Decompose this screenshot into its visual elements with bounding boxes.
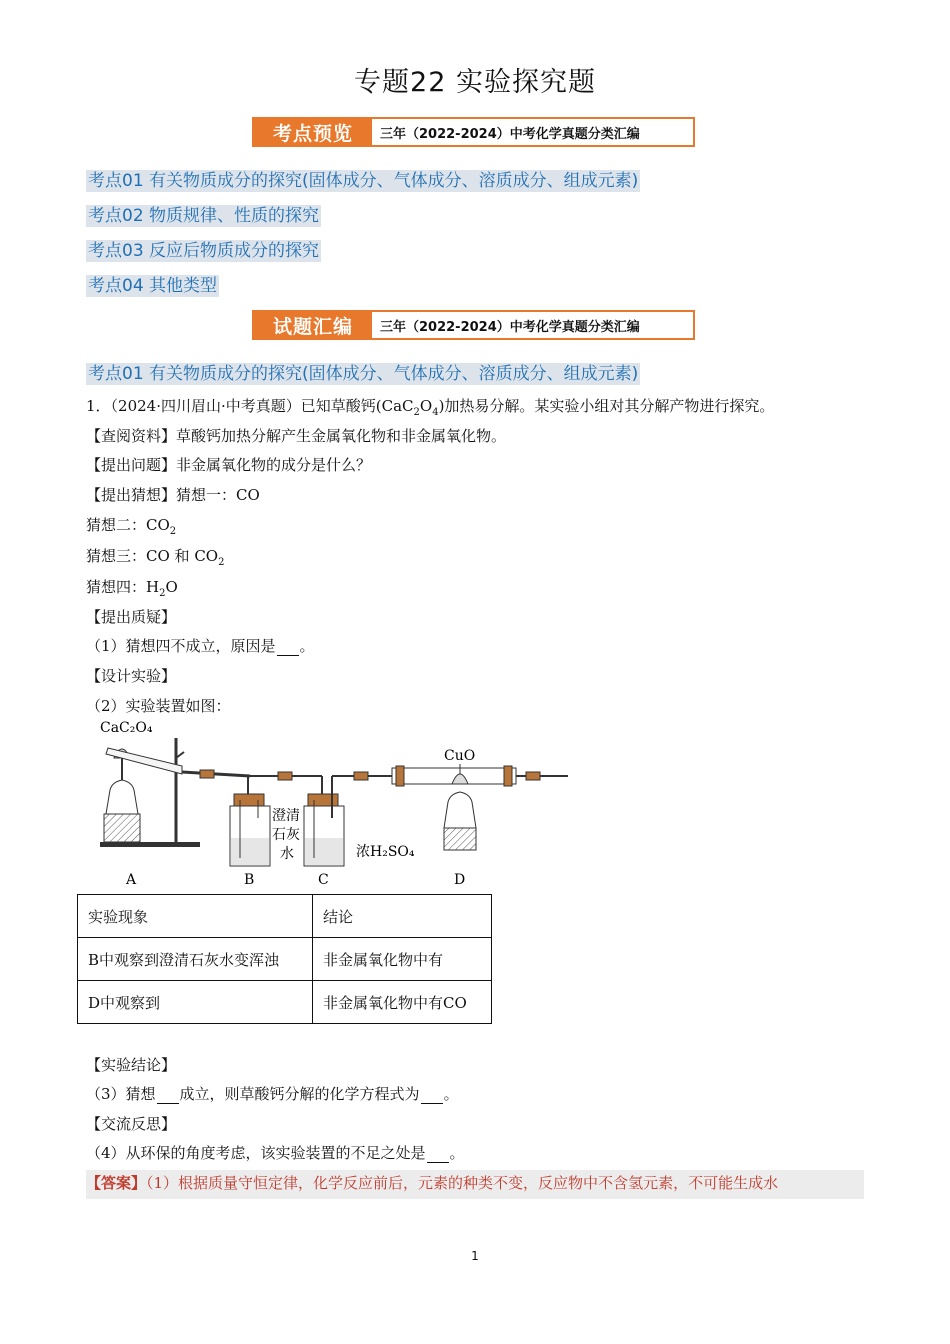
page-number: 1 [471,1249,479,1263]
design-head: 【设计实验】 [86,667,177,685]
label-a: A [126,872,137,888]
table-cell: 非金属氧化物中有 [313,938,492,981]
page-title: 专题22 实验探究题 [354,67,596,98]
guess-3: 猜想三：CO 和 $CO_2$ [86,547,225,568]
stand-block-d [444,828,476,850]
alcohol-lamp-d [444,792,476,828]
observation-table [77,894,492,1024]
answer-label: 【答案】 [86,1174,147,1192]
topic-link-01[interactable]: 考点01 有关物质成分的探究(固体成分、气体成分、溶质成分、组成元素) [88,171,639,191]
label-b: B [244,872,255,888]
table-row [78,938,492,981]
problem-line: 【提出问题】非金属氧化物的成分是什么？ [86,456,372,474]
stopper-c [308,794,338,806]
reflect-head: 【交流反思】 [86,1115,177,1133]
banner-tag: 考点预览 [254,119,372,145]
table-cell: 实验现象 [78,895,313,938]
topic-link-03[interactable]: 考点03 反应后物质成分的探究 [88,241,320,261]
question-stem: 1．（2024·四川眉山·中考真题）已知草酸钙$(CaC_2O_4)$加热易分解。某实验小组对其分解产物进行探究。 [86,397,775,418]
table-cell: 结论 [313,895,492,938]
guess-4: 猜想四：$H_2O$ [86,578,178,599]
label-d: D [454,872,466,888]
test-tube-a [106,748,182,774]
table-cell: B中观察到澄清石灰水变浑浊 [78,938,313,981]
banner-text: 三年（2022-2024）中考化学真题分类汇编 [380,126,640,142]
info-line: 【查阅资料】草酸钙加热分解产生金属氧化物和非金属氧化物。 [86,427,507,445]
answer-block [86,1170,864,1199]
table-cell: D中观察到 [78,981,313,1024]
banner-text: 三年（2022-2024）中考化学真题分类汇编 [380,319,640,335]
stand-base [100,842,200,847]
section-heading: 考点01 有关物质成分的探究(固体成分、气体成分、溶质成分、组成元素) [88,364,639,384]
banner-tag: 试题汇编 [254,312,372,338]
guess-2: 猜想二：$CO_2$ [86,516,177,537]
label-lime-2: 石灰 [272,827,300,843]
doubt-head: 【提出质疑】 [86,608,177,626]
answer-text: （1）根据质量守恒定律，化学反应前后，元素的种类不变，反应物中不含氢元素，不可能生成水 [146,1174,779,1192]
table-row [78,981,492,1024]
stand-block-a [104,814,140,842]
reflect-question: （4）从环保的角度考虑，该实验装置的不足之处是 。 [86,1144,465,1162]
conclusion-head: 【实验结论】 [86,1056,177,1074]
topic-link-02[interactable]: 考点02 物质规律、性质的探究 [88,206,320,226]
label-c: C [318,872,329,888]
label-lime-3: 水 [280,846,294,862]
banner-collection [252,310,695,340]
topic-link-04[interactable]: 考点04 其他类型 [88,276,218,296]
stopper-b [234,794,264,806]
table-cell: 非金属氧化物中有CO [313,981,492,1024]
banner-preview [252,117,695,147]
apparatus-figure [92,718,572,890]
label-acid: 浓H₂SO₄ [356,844,415,860]
label-reagent: CaC₂O₄ [100,720,153,736]
doubt-question: （1）猜想四不成立，原因是 。 [86,637,315,655]
label-cuo: CuO [444,748,476,764]
alcohol-lamp-a [106,780,138,814]
label-lime-1: 澄清 [272,808,300,824]
design-question: （2）实验装置如图： [86,697,231,715]
guess-head: 【提出猜想】猜想一：CO [86,486,260,504]
table-row [78,895,492,938]
conclusion-question: （3）猜想 成立，则草酸钙分解的化学方程式为 。 [86,1085,459,1103]
